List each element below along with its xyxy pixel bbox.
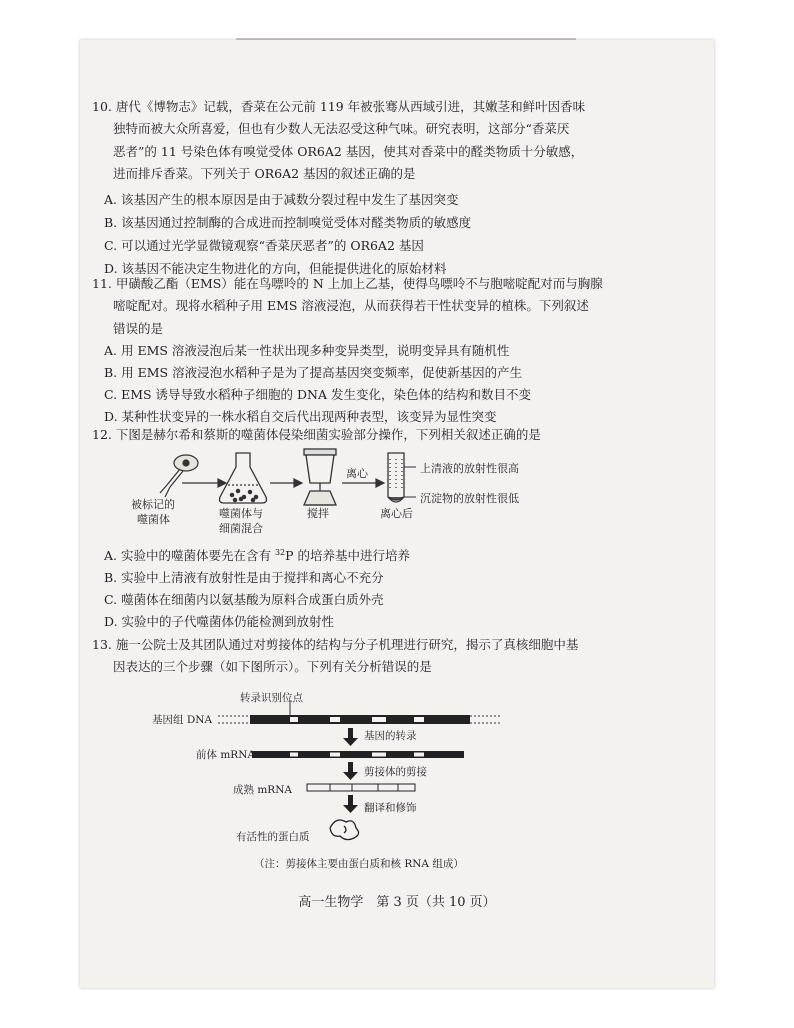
mature-mrna-label: 成熟 mRNA <box>233 784 292 796</box>
q11-line-1: 11. 甲磺酸乙酯（EMS）能在鸟嘌呤的 N 上加上乙基，使得鸟嘌呤不与胞嘧啶配对而与胸腺 <box>92 276 603 291</box>
q11-option-c: C. EMS 诱导导致水稻种子细胞的 DNA 发生变化，染色体的结构和数目不变 <box>104 387 531 402</box>
q10-line-4: 进而排斥香菜。下列关于 OR6A2 基因的叙述正确的是 <box>113 165 416 181</box>
pre-mrna-label: 前体 mRNA <box>196 749 255 761</box>
q10-line-1: 10. 唐代《博物志》记载，香菜在公元前 119 年被张骞从西域引进，其嫩茎和鲜叶因香味 <box>92 99 586 114</box>
arrow-1-icon <box>182 479 226 487</box>
labeled-phage-icon <box>160 455 198 497</box>
q13-line-2: 因表达的三个步骤（如下图所示）。下列有关分析错误的是 <box>113 659 432 675</box>
translation-step-label: 翻译和修饰 <box>364 802 417 814</box>
page-footer: 高一生物学 第 3 页（共 10 页） <box>298 895 496 910</box>
splicing-step-label: 剪接体的剪接 <box>364 766 427 778</box>
transcription-step-label: 基因的转录 <box>364 730 417 742</box>
supernatant-label: 上清液的放射性很高 <box>420 462 519 475</box>
q10-line-2: 独特而被大众所喜爱，但也有少数人无法忍受这种气味。研究表明，这部分“香菜厌 <box>113 121 570 137</box>
q12-option-a-text-end: P 的培养基中进行培养 <box>285 548 411 563</box>
q11-option-a: A. 用 EMS 溶液浸泡后某一性状出现多种变异类型，说明变异具有随机性 <box>104 343 510 358</box>
phage-label-1: 被标记的 <box>131 498 175 511</box>
genomic-dna-label: 基因组 DNA <box>152 714 213 726</box>
q12-option-d: D. 实验中的子代噬菌体仍能检测到放射性 <box>104 614 335 629</box>
sediment-label: 沉淀物的放射性很低 <box>420 492 519 505</box>
question-11-stem <box>92 273 704 340</box>
down-arrow-3-icon <box>343 795 358 813</box>
q11-option-d: D. 某种性状变异的一株水稻自交后代出现两种表型，该变异为显性突变 <box>104 409 497 424</box>
q10-option-c: C. 可以通过光学显微镜观察“香菜厌恶者”的 OR6A2 基因 <box>104 238 424 253</box>
stir-label: 搅拌 <box>307 507 329 520</box>
q13-line-1: 13. 施一公院士及其团队通过对剪接体的结构与分子机理进行研究，揭示了真核细胞中基 <box>92 637 579 652</box>
down-arrow-2-icon <box>343 762 358 780</box>
question-10-stem <box>92 96 704 185</box>
q11-line-2: 嘧啶配对。现将水稻种子用 EMS 溶液浸泡，从而获得若干性状变异的植株。下列叙述 <box>113 298 589 314</box>
q12-experiment-figure <box>0 445 794 545</box>
q13-gene-expression-figure <box>0 700 794 860</box>
genomic-dna-strand <box>218 715 502 724</box>
down-arrow-1-icon <box>343 728 358 746</box>
q12-option-a-superscript: 32 <box>274 548 286 557</box>
q12-option-c: C. 噬菌体在细菌内以氨基酸为原料合成蛋白质外壳 <box>104 592 384 607</box>
q12-line-1: 12. 下图是赫尔希和蔡斯的噬菌体侵染细菌实验部分操作，下列相关叙述正确的是 <box>92 427 541 442</box>
centrifuge-tube-icon <box>388 453 404 502</box>
figure-note: （注：剪接体主要由蛋白质和核 RNA 组成） <box>254 858 464 870</box>
pre-mrna-strand <box>252 751 464 758</box>
question-12-stem <box>92 424 704 446</box>
mix-label-1: 噬菌体与 <box>219 507 263 520</box>
mixing-flask-icon <box>220 453 267 503</box>
blender-icon <box>304 449 336 505</box>
centrifuge-arrow-label: 离心 <box>346 467 368 480</box>
q10-option-d: D. 该基因不能决定生物进化的方向，但能提供进化的原始材料 <box>104 261 447 276</box>
q10-option-a: A. 该基因产生的根本原因是由于减数分裂过程中发生了基因突变 <box>104 192 459 207</box>
q12-option-b: B. 实验中上清液有放射性是由于搅拌和离心不充分 <box>104 570 384 585</box>
q10-line-3: 恶者”的 11 号染色体有嗅觉受体 OR6A2 基因，使其对香菜中的醛类物质十分敏感， <box>113 143 584 159</box>
arrow-2-icon <box>270 479 302 487</box>
mature-mrna-strand <box>307 784 415 791</box>
active-protein-icon <box>330 820 359 840</box>
transcription-site-label: 转录识别位点 <box>240 692 303 704</box>
q12-option-a <box>104 546 410 564</box>
tube-label: 离心后 <box>380 507 413 520</box>
mix-label-2: 细菌混合 <box>219 522 263 535</box>
active-protein-label: 有活性的蛋白质 <box>236 831 310 843</box>
question-13-stem <box>92 634 704 679</box>
q11-option-b: B. 用 EMS 溶液浸泡水稻种子是为了提高基因突变频率，促使新基因的产生 <box>104 365 523 380</box>
q11-line-3: 错误的是 <box>113 320 164 336</box>
q10-option-b: B. 该基因通过控制酶的合成进而控制嗅觉受体对醛类物质的敏感度 <box>104 215 472 230</box>
phage-label-2: 噬菌体 <box>137 513 170 526</box>
q12-option-a-text: A. 实验中的噬菌体要先在含有 <box>104 548 275 563</box>
